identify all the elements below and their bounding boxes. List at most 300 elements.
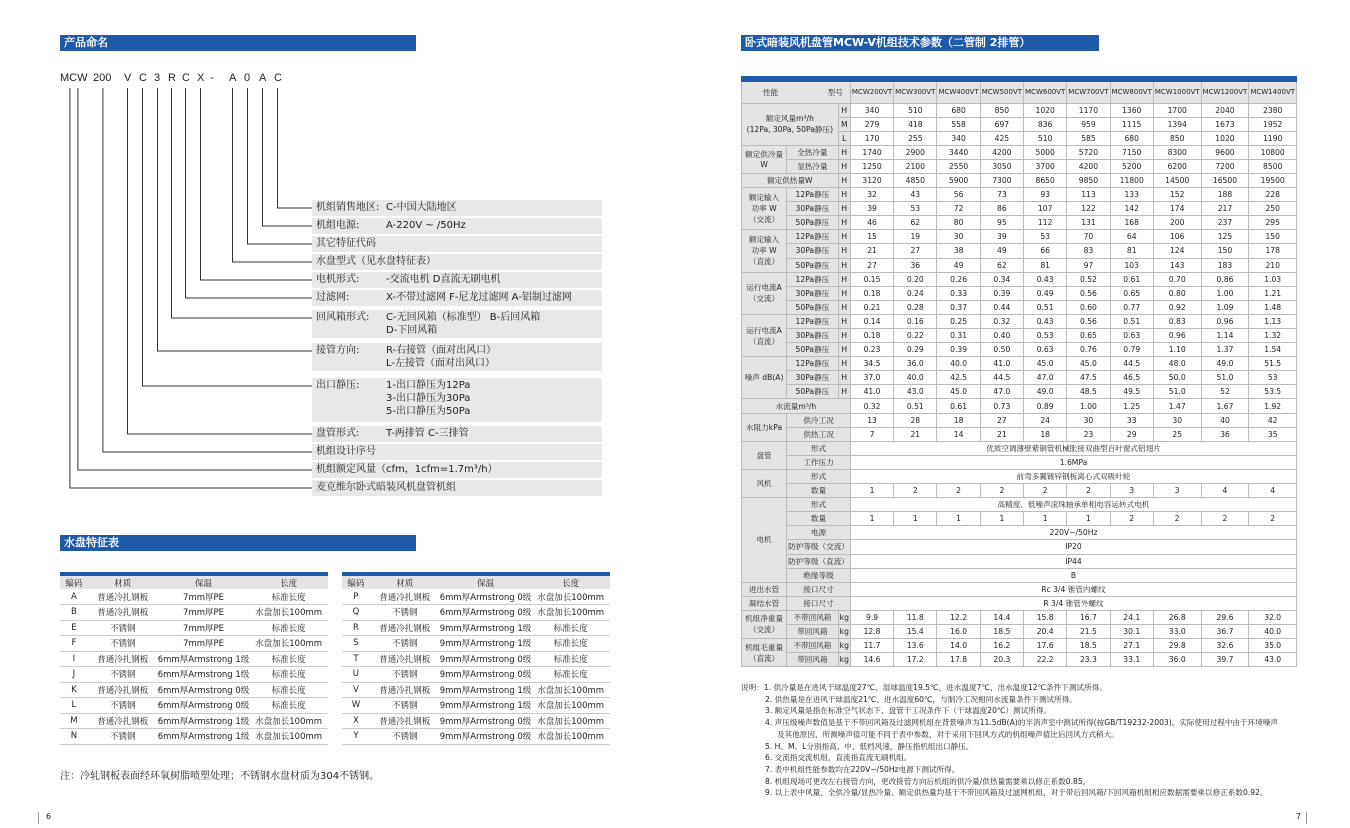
- table-row: [742, 300, 1297, 314]
- tech-cell: 绝缘等级: [787, 568, 851, 582]
- tech-cell: 0.92: [1153, 300, 1201, 314]
- tech-cell: 0.23: [850, 343, 893, 357]
- tech-cell: H: [838, 371, 850, 385]
- pan-header: 编码: [60, 574, 88, 589]
- tech-cell: 接口尺寸: [787, 582, 851, 596]
- tech-cell: 50Pa静压: [787, 343, 839, 357]
- tech-cell: 72: [937, 202, 980, 216]
- tech-cell: H: [838, 230, 850, 244]
- tech-cell: 0.16: [894, 314, 937, 328]
- tech-cell: 14.6: [850, 653, 893, 667]
- table-row: [342, 667, 610, 683]
- tech-cell: 1: [850, 512, 893, 526]
- tech-cell: 1.21: [1249, 286, 1297, 300]
- pan-cell: 普通冷扎钢板: [370, 713, 440, 729]
- table-row: [742, 371, 1297, 385]
- model-header: MCW1200VT: [1201, 79, 1249, 103]
- model-code-part: R: [168, 72, 176, 84]
- tech-cell: 0.56: [1067, 314, 1110, 328]
- model-code-part: -: [210, 72, 214, 84]
- tech-cell: 425: [980, 131, 1023, 145]
- tech-cell: 10800: [1249, 145, 1297, 159]
- tech-cell: 0.63: [1024, 343, 1067, 357]
- tech-cell: 3: [1153, 484, 1201, 498]
- pan-header: 材质: [370, 574, 440, 589]
- tech-cell: 1: [850, 484, 893, 498]
- table-row: [742, 159, 1297, 173]
- tech-cell: kg: [838, 653, 850, 667]
- tech-cell: 0.63: [1110, 329, 1153, 343]
- table-row: [742, 385, 1297, 399]
- table-row: [342, 698, 610, 714]
- pan-cell: 6mm厚Armstrong 0级: [158, 698, 250, 714]
- model-code-part: 200: [93, 72, 112, 84]
- pan-cell: R: [342, 620, 370, 636]
- table-row: [742, 244, 1297, 258]
- tech-cell: 53: [894, 202, 937, 216]
- note-line: 说明：1. 供冷量是在进风干球温度27℃、湿球温度19.5℃，进水温度7℃、出水温度12℃条件下测试所得。: [741, 683, 1107, 692]
- tech-cell: 1.6MPa: [850, 455, 1296, 469]
- pan-table-right: [342, 572, 610, 745]
- tech-cell: 7200: [1201, 159, 1249, 173]
- tech-cell: 12Pa静压: [787, 272, 839, 286]
- pan-cell: 水盘加长100mm: [531, 713, 610, 729]
- pan-cell: 标准长度: [531, 636, 610, 652]
- tech-cell: 30: [937, 230, 980, 244]
- legend-key: 机组销售地区:: [316, 202, 380, 213]
- pan-cell: 6mm厚Armstrong 1级: [158, 667, 250, 683]
- tech-cell: 0.18: [850, 286, 893, 300]
- pan-cell: T: [342, 651, 370, 667]
- tech-notes: [741, 682, 1301, 799]
- tree-line: [201, 88, 313, 280]
- tech-cell: 51.0: [1201, 371, 1249, 385]
- tech-cell: 836: [1024, 117, 1067, 131]
- tech-cell: 0.32: [850, 399, 893, 413]
- tech-cell: 9850: [1067, 173, 1110, 187]
- model-code-part: C: [139, 72, 147, 84]
- tech-cell: 83: [1067, 244, 1110, 258]
- tech-cell: 112: [1024, 216, 1067, 230]
- tech-cell: 0.77: [1110, 300, 1153, 314]
- tech-cell: 显热冷量: [787, 159, 839, 173]
- legend-row: [312, 310, 602, 338]
- tech-cell: 形式: [787, 441, 851, 455]
- tech-cell: 1.25: [1110, 399, 1153, 413]
- tech-cell: 174: [1153, 202, 1201, 216]
- pan-cell: 水盘加长100mm: [531, 729, 610, 745]
- pan-cell: 6mm厚Armstrong 0级: [158, 682, 250, 698]
- pan-cell: 6mm厚Armstrong 0级: [440, 605, 532, 621]
- tech-cell: 9.9: [850, 610, 893, 624]
- tech-cell: 53.5: [1249, 385, 1297, 399]
- pan-cell: P: [342, 589, 370, 605]
- tech-cell: 27: [894, 244, 937, 258]
- tech-cell: 不带回风箱: [787, 610, 839, 624]
- tech-cell: 带回风箱: [787, 653, 839, 667]
- pan-cell: 标准长度: [249, 589, 328, 605]
- tech-cell: 接口尺寸: [787, 596, 851, 610]
- tech-cell: 40.0: [1249, 624, 1297, 638]
- pan-cell: N: [60, 729, 88, 745]
- tech-cell: 210: [1249, 258, 1297, 272]
- tech-cell: 32: [850, 188, 893, 202]
- tech-cell: 11800: [1110, 173, 1153, 187]
- pan-cell: W: [342, 698, 370, 714]
- tech-cell: 0.44: [980, 300, 1023, 314]
- model-code-part: MCW: [60, 72, 88, 84]
- tech-cell: 2: [1249, 512, 1297, 526]
- tech-cell: 1.47: [1153, 399, 1201, 413]
- table-row: [742, 343, 1297, 357]
- tech-cell: 34.5: [850, 357, 893, 371]
- model-code-part: X: [197, 72, 205, 84]
- tech-cell: 36: [1201, 427, 1249, 441]
- pan-cell: 普通冷扎钢板: [88, 682, 158, 698]
- tech-cell: 水流量m³/h: [742, 399, 851, 413]
- tech-cell: H: [838, 329, 850, 343]
- legend-row: [312, 236, 602, 252]
- tech-cell: 19: [894, 230, 937, 244]
- tech-cell: 30Pa静压: [787, 371, 839, 385]
- tech-cell: 0.76: [1067, 343, 1110, 357]
- tech-cell: 850: [980, 103, 1023, 117]
- table-row: [342, 636, 610, 652]
- tech-cell: 46: [850, 216, 893, 230]
- tree-line: [143, 88, 313, 386]
- table-row: [742, 79, 1297, 103]
- table-row: [742, 188, 1297, 202]
- tech-cell: 1.14: [1201, 329, 1249, 343]
- tech-cell: 125: [1201, 230, 1249, 244]
- tech-cell: 14500: [1153, 173, 1201, 187]
- tech-cell: 12Pa静压: [787, 230, 839, 244]
- pan-cell: A: [60, 589, 88, 605]
- table-row: [342, 589, 610, 605]
- tech-cell: 47.0: [980, 385, 1023, 399]
- tech-cell: R 3/4 锥管外螺纹: [850, 596, 1296, 610]
- tech-cell: 1250: [850, 159, 893, 173]
- tech-cell: 1115: [1110, 117, 1153, 131]
- tech-cell: 1.00: [1067, 399, 1110, 413]
- legend-row: [312, 480, 602, 496]
- tech-cell: Rc 3/4 锥管内螺纹: [850, 582, 1296, 596]
- tech-cell: 35: [1249, 427, 1297, 441]
- tech-cell: 16.2: [980, 639, 1023, 653]
- weight-label: 机组毛重量 （直流）: [742, 639, 787, 667]
- pan-cell: M: [60, 713, 88, 729]
- tech-cell: 107: [1024, 202, 1067, 216]
- legend-key: 机组电源:: [316, 220, 360, 231]
- legend-row: [312, 378, 602, 422]
- tech-cell: 113: [1067, 188, 1110, 202]
- tech-cell: 1.67: [1201, 399, 1249, 413]
- legend-key: 机组设计序号: [316, 446, 376, 457]
- tech-cell: 18.5: [1067, 639, 1110, 653]
- tech-cell: 150: [1201, 244, 1249, 258]
- pan-cell: 9mm厚Armstrong 1级: [440, 682, 532, 698]
- tech-cell: B: [850, 568, 1296, 582]
- tech-cell: 26.8: [1153, 610, 1201, 624]
- tech-cell: 4850: [894, 173, 937, 187]
- table-row: [742, 329, 1297, 343]
- tech-cell: kg: [838, 624, 850, 638]
- tech-cell: 13: [850, 413, 893, 427]
- pan-header: 保温: [158, 574, 250, 589]
- tech-cell: 0.40: [980, 329, 1023, 343]
- tech-cell: 进出水管: [742, 582, 787, 596]
- tech-cell: 42: [1249, 413, 1297, 427]
- tech-cell: 0.39: [980, 286, 1023, 300]
- tech-cell: 27: [980, 413, 1023, 427]
- tech-cell: H: [838, 202, 850, 216]
- legend-row: [312, 254, 602, 270]
- tech-cell: 680: [937, 103, 980, 117]
- table-row: [60, 667, 328, 683]
- tech-cell: 17.8: [937, 653, 980, 667]
- legend-value: A-220V ~ /50Hz: [386, 220, 466, 231]
- tech-cell: 8650: [1024, 173, 1067, 187]
- pan-cell: 不锈钢: [88, 620, 158, 636]
- model-code-part: A: [229, 72, 237, 84]
- tech-cell: 18.5: [980, 624, 1023, 638]
- tech-cell: H: [838, 103, 850, 117]
- tech-cell: 19500: [1249, 173, 1297, 187]
- tech-cell: 1020: [1201, 131, 1249, 145]
- tech-cell: 23.3: [1067, 653, 1110, 667]
- tech-cell: 680: [1110, 131, 1153, 145]
- tech-cell: 2900: [894, 145, 937, 159]
- tech-cell: 30Pa静压: [787, 244, 839, 258]
- tech-cell: 0.51: [1024, 300, 1067, 314]
- table-row: [60, 589, 328, 605]
- tech-cell: 47.5: [1067, 371, 1110, 385]
- pan-cell: Q: [342, 605, 370, 621]
- pan-cell: 水盘加长100mm: [531, 605, 610, 621]
- table-row: [742, 526, 1297, 540]
- tech-cell: H: [838, 343, 850, 357]
- tree-line: [263, 88, 313, 226]
- tree-line: [233, 88, 313, 262]
- pan-cell: 标准长度: [249, 682, 328, 698]
- tech-cell: 81: [1024, 258, 1067, 272]
- tech-cell: IP20: [850, 540, 1296, 554]
- tech-cell: 0.61: [937, 399, 980, 413]
- pan-cell: 不锈钢: [88, 698, 158, 714]
- tech-cell: 46.5: [1110, 371, 1153, 385]
- tech-cell: 168: [1110, 216, 1153, 230]
- legend-row: [312, 272, 602, 288]
- table-row: [60, 636, 328, 652]
- tech-cell: 0.37: [937, 300, 980, 314]
- tech-cell: 1: [980, 512, 1023, 526]
- tech-cell: 0.53: [1024, 329, 1067, 343]
- model-header: MCW1000VT: [1153, 79, 1201, 103]
- tech-cell: 3120: [850, 173, 893, 187]
- pan-cell: 水盘加长100mm: [249, 636, 328, 652]
- tech-cell: 42.5: [937, 371, 980, 385]
- tech-cell: H: [838, 314, 850, 328]
- pan-cell: 水盘加长100mm: [249, 729, 328, 745]
- tech-cell: 228: [1249, 188, 1297, 202]
- table-row: [60, 605, 328, 621]
- table-row: [742, 540, 1297, 554]
- tech-cell: 143: [1153, 258, 1201, 272]
- tech-cell: 47.0: [1024, 371, 1067, 385]
- page-number-right: 7: [1296, 812, 1302, 821]
- tech-cell: 凝结水管: [742, 596, 787, 610]
- model-code-part: A: [259, 72, 267, 84]
- tech-cell: 供热工况: [787, 427, 851, 441]
- tech-cell: 45.0: [937, 385, 980, 399]
- tech-cell: 0.83: [1153, 314, 1201, 328]
- tech-cell: 340: [850, 103, 893, 117]
- tech-cell: 0.34: [980, 272, 1023, 286]
- legend-key: 出口静压:: [316, 380, 360, 391]
- tech-cell: 64: [1110, 230, 1153, 244]
- tech-cell: 1952: [1249, 117, 1297, 131]
- tech-cell: 0.25: [937, 314, 980, 328]
- legend-key: 回风箱形式:: [316, 312, 370, 323]
- tech-cell: 48.0: [1153, 357, 1201, 371]
- tech-cell: 49.0: [1201, 357, 1249, 371]
- tech-cell: 0.56: [1067, 286, 1110, 300]
- tech-cell: 30.1: [1110, 624, 1153, 638]
- tech-cell: 13.6: [894, 639, 937, 653]
- tech-cell: 86: [980, 202, 1023, 216]
- tech-cell: 48.5: [1067, 385, 1110, 399]
- legend-key: 机组额定风量（cfm，1cfm=1.7m³/h）: [316, 464, 498, 475]
- tree-line: [186, 88, 313, 298]
- legend-key: 其它特征代码: [316, 238, 376, 249]
- tech-cell: 工作压力: [787, 455, 851, 469]
- table-row: [742, 357, 1297, 371]
- tech-cell: M: [838, 117, 850, 131]
- pan-cell: 不锈钢: [370, 636, 440, 652]
- tree-line: [78, 88, 312, 470]
- group-label: 噪声 dB(A): [742, 357, 787, 399]
- tech-cell: 1360: [1110, 103, 1153, 117]
- model-code-part: 3: [154, 72, 161, 84]
- tech-cell: 盘管: [742, 441, 787, 469]
- tech-cell: 0.32: [980, 314, 1023, 328]
- legend-value: -交流电机 D直流无刷电机: [386, 274, 501, 285]
- pan-cell: 普通冷扎钢板: [88, 589, 158, 605]
- tech-cell: H: [838, 300, 850, 314]
- tech-cell: 0.18: [850, 329, 893, 343]
- tech-cell: H: [838, 357, 850, 371]
- tech-cell: 0.49: [1024, 286, 1067, 300]
- table-row: [60, 620, 328, 636]
- tech-cell: 122: [1067, 202, 1110, 216]
- tech-cell: H: [838, 286, 850, 300]
- tech-cell: 73: [980, 188, 1023, 202]
- tech-cell: 340: [937, 131, 980, 145]
- tech-cell: H: [838, 216, 850, 230]
- note-line: 5. H、M、L分别指高、中、低档风速，静压指机组出口静压。: [765, 741, 974, 751]
- tech-cell: 防护等级（直流）: [787, 554, 851, 568]
- legend-row: [312, 462, 602, 478]
- tech-cell: 2: [980, 484, 1023, 498]
- table-row: [742, 582, 1297, 596]
- pan-cell: U: [342, 667, 370, 683]
- tech-cell: 0.43: [1024, 314, 1067, 328]
- table-row: [742, 314, 1297, 328]
- tech-cell: 33.0: [1153, 624, 1201, 638]
- tech-cell: 3: [1110, 484, 1153, 498]
- pan-cell: 普通冷扎钢板: [370, 620, 440, 636]
- tech-cell: 1.09: [1201, 300, 1249, 314]
- tech-cell: 27.1: [1110, 639, 1153, 653]
- tech-cell: 30: [1153, 413, 1201, 427]
- table-row: [742, 272, 1297, 286]
- tech-cell: 1.03: [1249, 272, 1297, 286]
- tech-cell: 7: [850, 427, 893, 441]
- tech-cell: 12Pa静压: [787, 357, 839, 371]
- tech-cell: 200: [1153, 216, 1201, 230]
- weight-label: 机组净重量 （交流）: [742, 610, 787, 638]
- pan-cell: 不锈钢: [370, 729, 440, 745]
- legend-row: [312, 444, 602, 460]
- table-row: [742, 610, 1297, 624]
- tech-cell: 9600: [1201, 145, 1249, 159]
- tech-cell: 50Pa静压: [787, 385, 839, 399]
- tech-cell: 50Pa静压: [787, 216, 839, 230]
- tech-cell: 17.6: [1024, 639, 1067, 653]
- pan-cell: J: [60, 667, 88, 683]
- pan-cell: 7mm厚PE: [158, 605, 250, 621]
- pan-cell: 水盘加长100mm: [531, 589, 610, 605]
- tech-cell: H: [838, 244, 850, 258]
- tech-cell: 106: [1153, 230, 1201, 244]
- tech-cell: 0.60: [1067, 300, 1110, 314]
- model-header: MCW600VT: [1024, 79, 1067, 103]
- tech-cell: 62: [894, 216, 937, 230]
- tech-cell: 24: [1024, 413, 1067, 427]
- tech-cell: 29: [1110, 427, 1153, 441]
- note-line: 4. 声压级噪声数值是基于不带回风箱及过滤网机组在背景噪声为11.5dB(A)的半消声室中测试所得(按GB/T19232-2003)。实际使用过程中由于环境噪声: [765, 718, 1279, 728]
- pan-cell: X: [342, 713, 370, 729]
- tech-cell: 1: [894, 512, 937, 526]
- tech-cell: 7300: [980, 173, 1023, 187]
- tech-cell: H: [838, 159, 850, 173]
- tech-cell: 0.15: [850, 272, 893, 286]
- table-row: [742, 413, 1297, 427]
- model-header: MCW800VT: [1110, 79, 1153, 103]
- tech-cell: 20.4: [1024, 624, 1067, 638]
- tech-cell: 0.86: [1201, 272, 1249, 286]
- pan-cell: E: [60, 620, 88, 636]
- tech-cell: 形式: [787, 469, 851, 483]
- table-row: [60, 682, 328, 698]
- page-divider-left: [38, 812, 39, 824]
- tech-cell: 40.0: [937, 357, 980, 371]
- tech-cell: 15: [850, 230, 893, 244]
- tech-cell: 56: [937, 188, 980, 202]
- table-row: [742, 258, 1297, 272]
- pan-cell: 6mm厚Armstrong 0级: [440, 589, 532, 605]
- tech-cell: 5720: [1067, 145, 1110, 159]
- tech-cell: 22.2: [1024, 653, 1067, 667]
- legend-key: 麦克维尔卧式暗装风机盘管机组: [316, 482, 456, 493]
- tech-cell: 不带回风箱: [787, 639, 839, 653]
- tech-cell: 0.14: [850, 314, 893, 328]
- pan-cell: 6mm厚Armstrong 1级: [158, 651, 250, 667]
- tech-cell: 33.1: [1110, 653, 1153, 667]
- tech-cell: 2: [1153, 512, 1201, 526]
- pan-cell: 6mm厚Armstrong 1级: [158, 713, 250, 729]
- tech-cell: 2040: [1201, 103, 1249, 117]
